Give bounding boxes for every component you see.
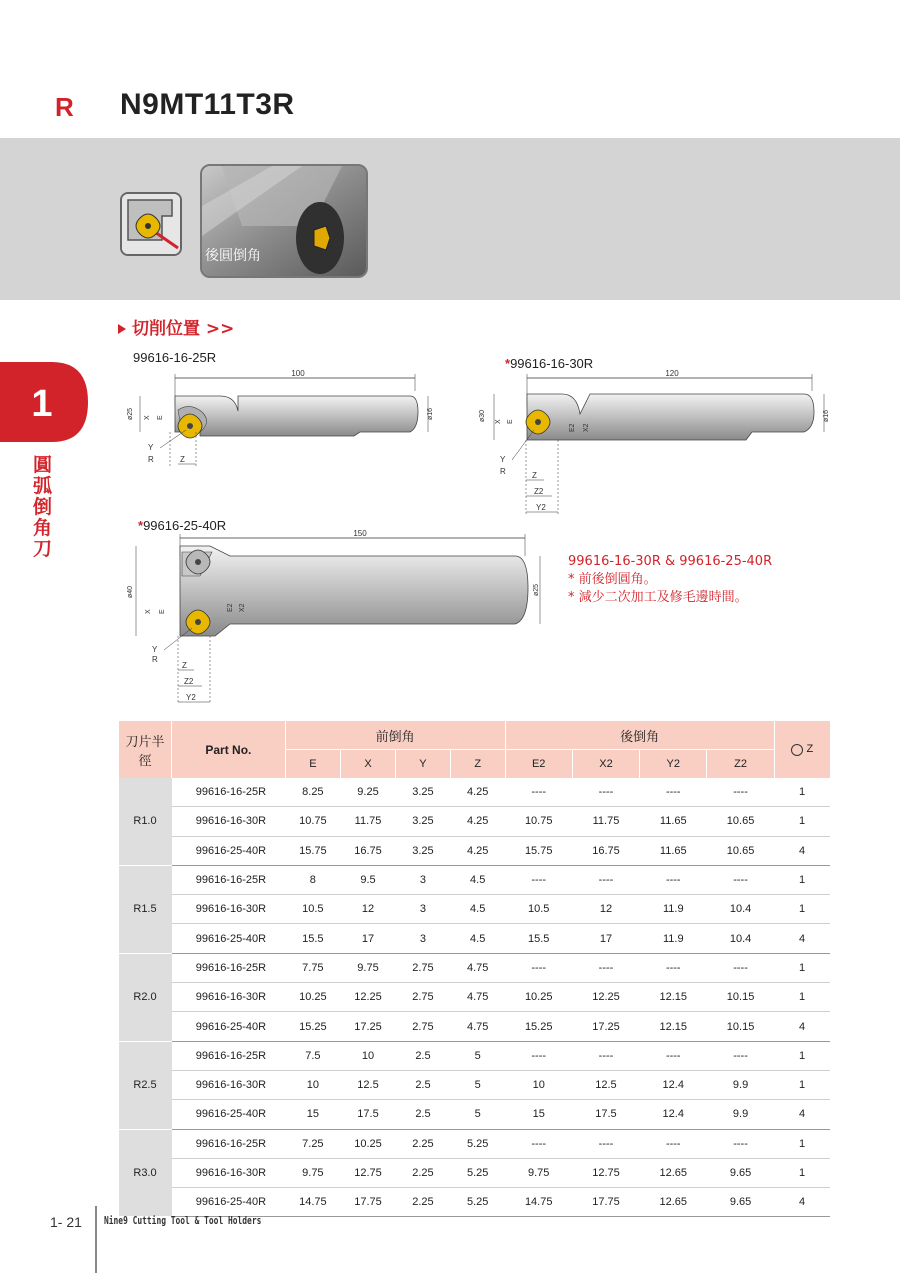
table-row [119,1100,831,1129]
value-cell: 2.75 [396,1012,451,1041]
value-cell: 17.5 [340,1100,395,1129]
table-row [119,1070,831,1099]
value-cell: 11.75 [340,807,395,836]
value-cell: 3.25 [396,836,451,865]
diagram-1-drawing [120,366,440,476]
value-cell: 10.25 [505,983,572,1012]
part-number-cell: 99616-16-25R [172,778,286,807]
part-number-cell: 99616-16-30R [172,895,286,924]
value-cell: ---- [640,1041,707,1070]
diagram-2-title: 99616-16-30R [510,356,594,371]
value-cell: 4.75 [450,983,505,1012]
radius-cell: R3.0 [119,1129,172,1217]
category-mark: R [55,92,74,122]
diagram-3-e2: E2 [227,603,234,612]
value-cell: 9.75 [340,953,395,982]
part-number-cell: 99616-25-40R [172,1100,286,1129]
diagram-3-dia-right: ø25 [533,583,540,596]
part-number-cell: 99616-16-30R [172,983,286,1012]
value-cell: ---- [505,953,572,982]
value-cell: 12.65 [640,1158,707,1187]
value-cell: 5 [450,1070,505,1099]
value-cell: 10.15 [707,1012,774,1041]
photo-label: 後圓倒角 [205,248,261,264]
value-cell: 3 [396,924,451,953]
value-cell: ---- [707,1129,774,1158]
value-cell: 10.5 [285,895,340,924]
diagram-2-x: X [495,419,502,424]
diagram-1-x: X [144,415,151,420]
value-cell: 11.75 [572,807,639,836]
diagram-1-r: R [148,455,154,464]
value-cell: 2.75 [396,953,451,982]
value-cell: 2.25 [396,1129,451,1158]
value-cell: 14.75 [285,1188,340,1217]
value-cell: ---- [640,865,707,894]
diagram-3-z2: Z2 [184,677,194,686]
play-icon [118,324,126,334]
value-cell: 12 [572,895,639,924]
diagram-1-dia-left: ø25 [127,407,134,420]
radius-cell: R1.5 [119,865,172,953]
part-number-cell: 99616-16-30R [172,1158,286,1187]
col-header: E2 [505,750,572,779]
part-number-cell: 99616-16-30R [172,1070,286,1099]
radius-cell: R2.5 [119,1041,172,1129]
table-row [119,983,831,1012]
flute-icon [791,744,803,756]
value-cell: 10.25 [285,983,340,1012]
footer-company: Nine9 Cutting Tool & Tool Holders [104,1214,262,1227]
part-number-cell: 99616-25-40R [172,924,286,953]
value-cell: 1 [774,1129,830,1158]
value-cell: 14.75 [505,1188,572,1217]
value-cell: 12 [340,895,395,924]
value-cell: 7.75 [285,953,340,982]
value-cell: 1 [774,983,830,1012]
diagram-2-dia-right: ø16 [823,409,830,422]
value-cell: 10.4 [707,924,774,953]
value-cell: 9.65 [707,1158,774,1187]
value-cell: 4 [774,1100,830,1129]
part-number-cell: 99616-25-40R [172,836,286,865]
value-cell: 17.25 [340,1012,395,1041]
value-cell: 9.65 [707,1188,774,1217]
value-cell: 2.5 [396,1070,451,1099]
value-cell: 1 [774,778,830,807]
value-cell: 2.75 [396,983,451,1012]
value-cell: 5.25 [450,1188,505,1217]
value-cell: ---- [707,1041,774,1070]
col-header: E [285,750,340,779]
value-cell: 15 [505,1100,572,1129]
value-cell: 7.5 [285,1041,340,1070]
diagram-2-x2: X2 [583,423,590,432]
header-z-label: Z [806,743,814,756]
value-cell: 2.25 [396,1158,451,1187]
value-cell: 10.15 [707,983,774,1012]
part-number-cell: 99616-16-25R [172,865,286,894]
value-cell: 16.75 [340,836,395,865]
value-cell: ---- [505,865,572,894]
diagram-1-length: 100 [291,369,305,378]
header-front: 前倒角 [285,721,505,750]
value-cell: 9.25 [340,778,395,807]
diagram-1-title: 99616-16-25R [133,350,217,365]
part-number-cell: 99616-16-25R [172,953,286,982]
diagram-3-star: * [138,518,144,533]
value-cell: 12.65 [640,1188,707,1217]
diagram-1-y: Y [148,443,154,452]
value-cell: 10 [505,1070,572,1099]
note-line-2: * 減少二次加工及修毛邊時間。 [568,590,748,605]
value-cell: 1 [774,953,830,982]
value-cell: 3.25 [396,807,451,836]
value-cell: ---- [640,953,707,982]
value-cell: ---- [505,1041,572,1070]
chapter-tab [0,362,88,442]
value-cell: 9.75 [285,1158,340,1187]
col-header: Z2 [707,750,774,779]
part-number-cell: 99616-16-30R [172,807,286,836]
value-cell: ---- [572,953,639,982]
diagram-2-drawing [472,366,842,518]
note-line-1: * 前後倒圓角。 [568,572,657,587]
value-cell: 15.75 [285,836,340,865]
diagram-3-y: Y [152,645,158,654]
part-number-cell: 99616-25-40R [172,1012,286,1041]
page-title: N9MT11T3R [120,88,295,121]
table-row [119,778,831,807]
value-cell: ---- [640,778,707,807]
value-cell: 11.65 [640,807,707,836]
diagram-2-z2: Z2 [534,487,544,496]
table-row [119,807,831,836]
value-cell: 4.25 [450,807,505,836]
value-cell: 12.4 [640,1100,707,1129]
value-cell: 16.75 [572,836,639,865]
value-cell: 12.15 [640,1012,707,1041]
value-cell: 4.5 [450,924,505,953]
diagram-3-length: 150 [353,529,367,538]
diagram-3-title: 99616-25-40R [143,518,227,533]
header-radius: 刀片半徑 [119,721,172,778]
value-cell: 12.5 [340,1070,395,1099]
value-cell: 10.25 [340,1129,395,1158]
value-cell: 3.25 [396,778,451,807]
value-cell: 15.25 [505,1012,572,1041]
value-cell: 4.75 [450,1012,505,1041]
value-cell: 5 [450,1100,505,1129]
diagram-2-r: R [500,467,506,476]
diagram-2-y: Y [500,455,506,464]
table-row [119,836,831,865]
value-cell: 4.25 [450,836,505,865]
diagram-3-x: X [145,609,152,614]
chamfer-position-icon [120,192,182,256]
value-cell: 4 [774,1012,830,1041]
col-header: X2 [572,750,639,779]
value-cell: 10.65 [707,807,774,836]
table-row [119,1158,831,1187]
diagram-1-dia-right: ø16 [427,407,434,420]
value-cell: 11.9 [640,895,707,924]
value-cell: ---- [572,778,639,807]
value-cell: 2.5 [396,1041,451,1070]
value-cell: 10 [285,1070,340,1099]
value-cell: ---- [572,865,639,894]
value-cell: ---- [707,865,774,894]
table-row [119,1041,831,1070]
value-cell: ---- [707,778,774,807]
value-cell: 1 [774,1041,830,1070]
table-row [119,1012,831,1041]
value-cell: 4.5 [450,865,505,894]
value-cell: ---- [707,953,774,982]
value-cell: 17.75 [572,1188,639,1217]
diagram-3-y2: Y2 [186,693,196,702]
section-heading-text: 切削位置 >> [132,319,235,339]
part-number-cell: 99616-16-25R [172,1041,286,1070]
col-header: Y2 [640,750,707,779]
value-cell: 4.5 [450,895,505,924]
value-cell: 15.5 [505,924,572,953]
value-cell: 10.5 [505,895,572,924]
value-cell: ---- [505,778,572,807]
table-row [119,924,831,953]
diagram-3-drawing [120,526,560,706]
value-cell: 17.5 [572,1100,639,1129]
value-cell: 11.9 [640,924,707,953]
value-cell: 4.25 [450,778,505,807]
value-cell: 10 [340,1041,395,1070]
diagram-3-z: Z [182,661,187,670]
value-cell: 15.25 [285,1012,340,1041]
value-cell: 3 [396,895,451,924]
value-cell: 1 [774,895,830,924]
value-cell: 12.5 [572,1070,639,1099]
value-cell: 15.5 [285,924,340,953]
diagram-3-e: E [159,609,166,614]
header-back: 後倒角 [505,721,774,750]
diagram-3-dia-left: ø40 [127,585,134,598]
diagram-2-length: 120 [665,369,679,378]
value-cell: 15 [285,1100,340,1129]
value-cell: 9.9 [707,1100,774,1129]
value-cell: 17 [340,924,395,953]
value-cell: ---- [572,1129,639,1158]
value-cell: 5 [450,1041,505,1070]
value-cell: 8 [285,865,340,894]
radius-cell: R1.0 [119,778,172,865]
value-cell: 8.25 [285,778,340,807]
value-cell: 17.75 [340,1188,395,1217]
table-row [119,1188,831,1217]
value-cell: 4.75 [450,953,505,982]
diagram-3-x2: X2 [239,603,246,612]
table-row [119,865,831,894]
diagram-2-dia-left: ø30 [479,409,486,422]
value-cell: 4 [774,1188,830,1217]
value-cell: 12.4 [640,1070,707,1099]
value-cell: 15.75 [505,836,572,865]
table-row [119,895,831,924]
col-header: Y [396,750,451,779]
spec-table [118,721,830,1217]
col-header: X [340,750,395,779]
diagram-1-z: Z [180,455,185,464]
value-cell: 1 [774,865,830,894]
value-cell: 2.25 [396,1188,451,1217]
value-cell: 10.4 [707,895,774,924]
footer-divider [95,1206,97,1273]
value-cell: 1 [774,1070,830,1099]
diagram-2-e2: E2 [569,423,576,432]
diagram-1-e: E [157,415,164,420]
table-row [119,953,831,982]
radius-cell: R2.0 [119,953,172,1041]
value-cell: 17 [572,924,639,953]
diagram-2-z: Z [532,471,537,480]
value-cell: 4 [774,924,830,953]
value-cell: 3 [396,865,451,894]
value-cell: ---- [505,1129,572,1158]
feature-note [568,553,772,607]
value-cell: 9.9 [707,1070,774,1099]
table-row [119,1129,831,1158]
value-cell: ---- [640,1129,707,1158]
section-heading [118,314,234,339]
diagram-2-y2: Y2 [536,503,546,512]
value-cell: 10.65 [707,836,774,865]
value-cell: 17.25 [572,1012,639,1041]
value-cell: 10.75 [505,807,572,836]
value-cell: 7.25 [285,1129,340,1158]
value-cell: 12.25 [572,983,639,1012]
page-number: 1- 21 [50,1214,82,1230]
value-cell: 12.75 [340,1158,395,1187]
value-cell: 12.25 [340,983,395,1012]
part-number-cell: 99616-16-25R [172,1129,286,1158]
header-z [774,721,830,778]
diagram-3-r: R [152,655,158,664]
value-cell: 9.75 [505,1158,572,1187]
value-cell: 1 [774,1158,830,1187]
chapter-label: 圓弧倒角刀 [33,454,53,560]
note-title: 99616-16-30R & 99616-25-40R [568,554,773,569]
value-cell: 12.15 [640,983,707,1012]
value-cell: ---- [572,1041,639,1070]
value-cell: 9.5 [340,865,395,894]
value-cell: 2.5 [396,1100,451,1129]
value-cell: 11.65 [640,836,707,865]
value-cell: 5.25 [450,1129,505,1158]
value-cell: 10.75 [285,807,340,836]
value-cell: 5.25 [450,1158,505,1187]
col-header: Z [450,750,505,779]
value-cell: 1 [774,807,830,836]
value-cell: 4 [774,836,830,865]
value-cell: 12.75 [572,1158,639,1187]
part-number-cell: 99616-25-40R [172,1188,286,1217]
header-part: Part No. [172,721,286,778]
chapter-number: 1 [31,383,53,425]
diagram-2-star: * [505,356,511,371]
diagram-2-e: E [507,419,514,424]
